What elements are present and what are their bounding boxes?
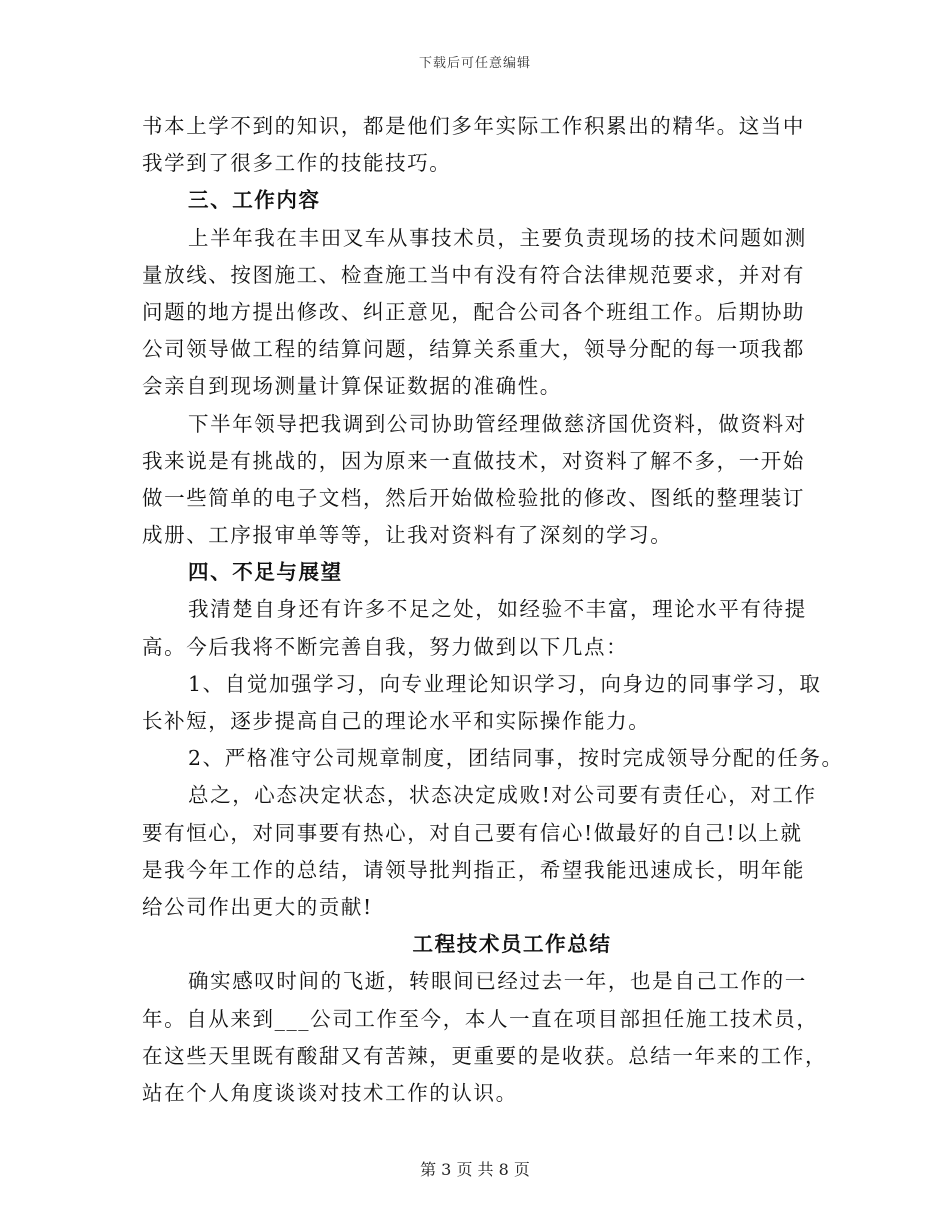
text-line: 公司领导做工程的结算问题，结算关系重大，领导分配的每一项我都 — [142, 337, 805, 362]
text-line: 成册、工序报审单等等，让我对资料有了深刻的学习。 — [142, 523, 673, 548]
text-line: 年。自从来到___公司工作至今，本人一直在项目部担任施工技术员， — [142, 1006, 819, 1031]
text-line: 我清楚自身还有许多不足之处，如经验不丰富，理论水平有待提 — [188, 597, 807, 622]
list-item: 2、严格准守公司规章制度，团结同事，按时完成领导分配的任务。 — [188, 746, 844, 771]
text-line: 要有恒心，对同事要有热心，对自己要有信心!做最好的自己!以上就 — [142, 820, 803, 845]
text-line: 是我今年工作的总结，请领导批判指正，希望我能迅速成长，明年能 — [142, 857, 805, 882]
text-line: 会亲自到现场测量计算保证数据的准确性。 — [142, 374, 562, 399]
text-line: 我来说是有挑战的，因为原来一直做技术，对资料了解不多，一开始 — [142, 448, 805, 473]
text-line: 站在个人角度谈谈对技术工作的认识。 — [142, 1080, 518, 1105]
section-heading: 四、不足与展望 — [188, 560, 343, 585]
section-heading: 三、工作内容 — [188, 188, 321, 213]
text-line: 下半年领导把我调到公司协助管经理做慈济国优资料，做资料对 — [188, 411, 807, 436]
page-header: 下载后可任意编辑 — [418, 56, 531, 71]
page-number: 第 3 页 共 8 页 — [420, 1160, 530, 1179]
text-line: 在这些天里既有酸甜又有苦辣，更重要的是收获。总结一年来的工作， — [142, 1043, 828, 1068]
text-line: 长补短，逐步提高自己的理论水平和实际操作能力。 — [142, 709, 651, 733]
text-line: 书本上学不到的知识，都是他们多年实际工作积累出的精华。这当中 — [142, 114, 805, 138]
text-line: 高。今后我将不断完善自我，努力做到以下几点： — [142, 634, 629, 659]
text-line: 量放线、按图施工、检查施工当中有没有符合法律规范要求，并对有 — [142, 262, 805, 287]
text-line: 我学到了很多工作的技能技巧。 — [142, 151, 452, 176]
document-body — [142, 108, 844, 1112]
list-item: 1、自觉加强学习，向专业理论知识学习，向身边的同事学习，取 — [188, 671, 822, 696]
text-line: 给公司作出更大的贡献! — [142, 894, 373, 919]
text-line: 做一些简单的电子文档，然后开始做检验批的修改、图纸的整理装订 — [142, 485, 805, 510]
text-line: 上半年我在丰田叉车从事技术员，主要负责现场的技术问题如测 — [188, 225, 807, 250]
text-line: 总之，心态决定状态，状态决定成败!对公司要有责任心，对工作 — [188, 783, 817, 808]
text-line: 问题的地方提出修改、纠正意见，配合公司各个班组工作。后期协助 — [142, 299, 805, 324]
document-title: 工程技术员工作总结 — [412, 932, 612, 957]
text-line: 确实感叹时间的飞逝，转眼间已经过去一年，也是自己工作的一 — [188, 969, 807, 994]
